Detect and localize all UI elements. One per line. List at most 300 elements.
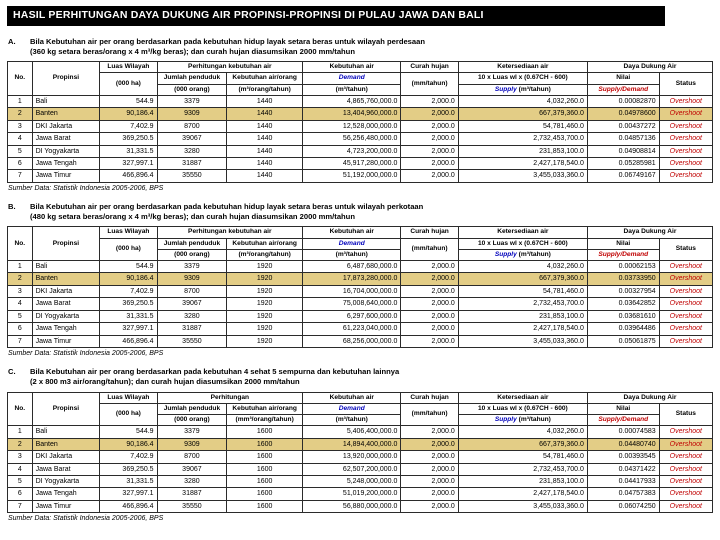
cell-luas: 90,186.4 xyxy=(100,108,157,120)
cell-penduduk: 31887 xyxy=(157,488,227,500)
cell-luas: 466,896.4 xyxy=(100,170,157,182)
table-row xyxy=(8,488,713,500)
cell-keb-per-orang: 1440 xyxy=(227,120,303,132)
supply-unit: (m³/tahun) xyxy=(518,85,551,93)
cell-keb-per-orang: 1920 xyxy=(227,273,303,285)
cell-nilai: 0.00393545 xyxy=(587,451,659,463)
section-a-desc-line1: Bila Kebutuhan air per orang berdasarkan pada kebutuhan hidup layak setara beras untuk wilayah perdesaan xyxy=(30,36,425,46)
table-b xyxy=(7,226,713,348)
col-header-jumlah-unit: (000 orang) xyxy=(157,415,227,426)
cell-luas: 7,402.9 xyxy=(100,451,157,463)
table-row xyxy=(8,170,713,182)
cell-keb-per-orang: 1440 xyxy=(227,170,303,182)
col-header-status: Status xyxy=(659,73,712,95)
cell-demand: 56,256,480,000.0 xyxy=(303,133,401,145)
cell-luas: 90,186.4 xyxy=(100,438,157,450)
col-header-kebutuhan-air: Kebutuhan air xyxy=(303,227,401,238)
cell-keb-per-orang: 1600 xyxy=(227,500,303,512)
cell-luas: 544.9 xyxy=(100,95,157,107)
cell-demand: 12,528,000,000.0 xyxy=(303,120,401,132)
cell-no: 4 xyxy=(8,298,33,310)
table-row xyxy=(8,108,713,120)
col-header-kebutuhan-air: Kebutuhan air xyxy=(303,62,401,73)
cell-propinsi: Jawa Timur xyxy=(32,500,100,512)
cell-demand: 5,406,400,000.0 xyxy=(303,426,401,438)
cell-demand: 16,704,000,000.0 xyxy=(303,285,401,297)
col-header-supply-demand: Supply/Demand xyxy=(587,415,659,426)
cell-nilai: 0.04757383 xyxy=(587,488,659,500)
cell-demand: 51,192,000,000.0 xyxy=(303,170,401,182)
section-b xyxy=(7,202,713,357)
cell-nilai: 0.04417933 xyxy=(587,476,659,488)
cell-demand: 4,865,760,000.0 xyxy=(303,95,401,107)
section-b-label: B. xyxy=(8,201,16,211)
col-header-propinsi: Propinsi xyxy=(32,62,100,96)
cell-nilai: 0.00327954 xyxy=(587,285,659,297)
cell-keb-per-orang: 1440 xyxy=(227,145,303,157)
col-header-perhitungan: Perhitungan kebutuhan air xyxy=(157,62,302,73)
cell-supply: 667,379,360.0 xyxy=(458,108,587,120)
cell-luas: 327,997.1 xyxy=(100,488,157,500)
page-title: HASIL PERHITUNGAN DAYA DUKUNG AIR PROPINSI-PROPINSI DI PULAU JAWA DAN BALI xyxy=(7,6,665,26)
cell-keb-per-orang: 1600 xyxy=(227,451,303,463)
cell-keb-per-orang: 1600 xyxy=(227,426,303,438)
cell-penduduk: 9309 xyxy=(157,438,227,450)
cell-demand: 13,404,960,000.0 xyxy=(303,108,401,120)
cell-nilai: 0.05285981 xyxy=(587,157,659,169)
cell-status: Overshoot xyxy=(659,335,712,347)
cell-status: Overshoot xyxy=(659,170,712,182)
supply-label: Supply xyxy=(494,85,517,93)
table-row xyxy=(8,451,713,463)
cell-demand: 6,297,600,000.0 xyxy=(303,310,401,322)
cell-penduduk: 9309 xyxy=(157,108,227,120)
col-header-ketersediaan: Ketersediaan air xyxy=(458,227,587,238)
cell-keb-per-orang: 1440 xyxy=(227,95,303,107)
table-row xyxy=(8,476,713,488)
cell-nilai: 0.04480740 xyxy=(587,438,659,450)
cell-status: Overshoot xyxy=(659,323,712,335)
col-header-curah-unit: (mm/tahun) xyxy=(401,238,458,260)
cell-nilai: 0.04857136 xyxy=(587,133,659,145)
source-note: Sumber Data: Statistik Indonesia 2005-2006, BPS xyxy=(8,515,164,523)
col-header-no: No. xyxy=(8,227,33,261)
cell-penduduk: 35550 xyxy=(157,500,227,512)
cell-luas: 31,331.5 xyxy=(100,310,157,322)
cell-status: Overshoot xyxy=(659,438,712,450)
cell-status: Overshoot xyxy=(659,310,712,322)
cell-luas: 466,896.4 xyxy=(100,335,157,347)
cell-curah: 2,000.0 xyxy=(401,145,458,157)
section-b-desc-line2: (480 kg setara beras/orang x 4 m³/kg beras); dan curah hujan diasumsikan 2000 mm/tahun xyxy=(30,212,355,222)
cell-supply: 2,732,453,700.0 xyxy=(458,133,587,145)
cell-nilai: 0.05061875 xyxy=(587,335,659,347)
cell-luas: 7,402.9 xyxy=(100,120,157,132)
cell-penduduk: 35550 xyxy=(157,335,227,347)
col-header-luas: Luas Wilayah xyxy=(100,62,157,73)
cell-no: 3 xyxy=(8,285,33,297)
cell-curah: 2,000.0 xyxy=(401,157,458,169)
cell-penduduk: 35550 xyxy=(157,170,227,182)
cell-luas: 369,250.5 xyxy=(100,133,157,145)
cell-keb-per-orang: 1920 xyxy=(227,298,303,310)
cell-supply: 231,853,100.0 xyxy=(458,476,587,488)
table-a xyxy=(7,61,713,183)
cell-curah: 2,000.0 xyxy=(401,476,458,488)
cell-demand: 6,487,680,000.0 xyxy=(303,261,401,273)
col-header-supply xyxy=(458,249,587,260)
col-header-supply-demand: Supply/Demand xyxy=(587,249,659,260)
col-header-ketersediaan: Ketersediaan air xyxy=(458,62,587,73)
cell-supply: 2,427,178,540.0 xyxy=(458,157,587,169)
cell-no: 7 xyxy=(8,335,33,347)
cell-demand: 13,920,000,000.0 xyxy=(303,451,401,463)
cell-propinsi: DI Yogyakarta xyxy=(32,476,100,488)
col-header-luas: Luas Wilayah xyxy=(100,392,157,403)
cell-demand: 56,880,000,000.0 xyxy=(303,500,401,512)
cell-propinsi: DKI Jakarta xyxy=(32,120,100,132)
col-header-keb-per-orang: Kebutuhan air/orang xyxy=(227,238,303,249)
cell-status: Overshoot xyxy=(659,157,712,169)
col-header-curah-hujan: Curah hujan xyxy=(401,392,458,403)
cell-propinsi: Bali xyxy=(32,95,100,107)
col-header-jumlah-unit: (000 orang) xyxy=(157,249,227,260)
cell-supply: 4,032,260.0 xyxy=(458,261,587,273)
col-header-keb-per-orang: Kebutuhan air/orang xyxy=(227,403,303,414)
cell-luas: 7,402.9 xyxy=(100,285,157,297)
cell-penduduk: 3280 xyxy=(157,476,227,488)
cell-no: 7 xyxy=(8,500,33,512)
col-header-keb-per-orang: Kebutuhan air/orang xyxy=(227,73,303,84)
cell-luas: 327,997.1 xyxy=(100,157,157,169)
cell-demand: 51,019,200,000.0 xyxy=(303,488,401,500)
cell-no: 6 xyxy=(8,157,33,169)
cell-supply: 4,032,260.0 xyxy=(458,426,587,438)
cell-curah: 2,000.0 xyxy=(401,426,458,438)
source-note: Sumber Data: Statistik Indonesia 2005-2006, BPS xyxy=(8,350,164,358)
cell-luas: 90,186.4 xyxy=(100,273,157,285)
cell-luas: 544.9 xyxy=(100,426,157,438)
cell-penduduk: 3379 xyxy=(157,261,227,273)
cell-curah: 2,000.0 xyxy=(401,451,458,463)
cell-curah: 2,000.0 xyxy=(401,298,458,310)
cell-nilai: 0.04978600 xyxy=(587,108,659,120)
col-header-supply-formula: 10 x Luas wl x (0.67CH - 600) xyxy=(458,403,587,414)
col-header-luas-unit: (000 ha) xyxy=(100,403,157,425)
cell-nilai: 0.00437272 xyxy=(587,120,659,132)
cell-no: 5 xyxy=(8,476,33,488)
cell-propinsi: Jawa Timur xyxy=(32,335,100,347)
col-header-demand: Demand xyxy=(303,403,401,414)
cell-no: 2 xyxy=(8,438,33,450)
cell-supply: 667,379,360.0 xyxy=(458,438,587,450)
col-header-nilai: Nilai xyxy=(587,238,659,249)
col-header-curah-hujan: Curah hujan xyxy=(401,227,458,238)
cell-curah: 2,000.0 xyxy=(401,108,458,120)
col-header-demand-unit: (m³/tahun) xyxy=(303,84,401,95)
col-header-status: Status xyxy=(659,238,712,260)
cell-status: Overshoot xyxy=(659,426,712,438)
cell-supply: 231,853,100.0 xyxy=(458,145,587,157)
cell-demand: 62,507,200,000.0 xyxy=(303,463,401,475)
col-header-nilai: Nilai xyxy=(587,73,659,84)
cell-penduduk: 31887 xyxy=(157,157,227,169)
col-header-nilai: Nilai xyxy=(587,403,659,414)
cell-keb-per-orang: 1920 xyxy=(227,323,303,335)
cell-no: 4 xyxy=(8,133,33,145)
cell-curah: 2,000.0 xyxy=(401,438,458,450)
col-header-jumlah-penduduk: Jumlah penduduk xyxy=(157,73,227,84)
cell-supply: 3,455,033,360.0 xyxy=(458,335,587,347)
cell-luas: 369,250.5 xyxy=(100,298,157,310)
cell-keb-per-orang: 1440 xyxy=(227,133,303,145)
table-row xyxy=(8,95,713,107)
cell-curah: 2,000.0 xyxy=(401,463,458,475)
cell-curah: 2,000.0 xyxy=(401,500,458,512)
col-header-jumlah-unit: (000 orang) xyxy=(157,84,227,95)
section-c-description xyxy=(8,367,713,388)
section-c-desc-line2: (2 x 800 m3 air/orang/tahun); dan curah hujan diasumsikan 2000 mm/tahun xyxy=(30,377,300,387)
cell-supply: 2,427,178,540.0 xyxy=(458,488,587,500)
cell-no: 5 xyxy=(8,310,33,322)
cell-status: Overshoot xyxy=(659,451,712,463)
cell-penduduk: 39067 xyxy=(157,298,227,310)
cell-curah: 2,000.0 xyxy=(401,323,458,335)
cell-supply: 54,781,460.0 xyxy=(458,120,587,132)
cell-status: Overshoot xyxy=(659,120,712,132)
cell-curah: 2,000.0 xyxy=(401,170,458,182)
table-row xyxy=(8,261,713,273)
cell-no: 1 xyxy=(8,261,33,273)
cell-curah: 2,000.0 xyxy=(401,488,458,500)
cell-no: 2 xyxy=(8,273,33,285)
cell-keb-per-orang: 1600 xyxy=(227,476,303,488)
cell-penduduk: 3280 xyxy=(157,310,227,322)
cell-propinsi: Jawa Barat xyxy=(32,298,100,310)
cell-no: 1 xyxy=(8,95,33,107)
table-c xyxy=(7,392,713,514)
supply-label: Supply xyxy=(494,416,517,424)
col-header-status: Status xyxy=(659,403,712,425)
cell-luas: 31,331.5 xyxy=(100,476,157,488)
table-row xyxy=(8,438,713,450)
col-header-supply-formula: 10 x Luas wl x (0.67CH - 600) xyxy=(458,238,587,249)
col-header-propinsi: Propinsi xyxy=(32,227,100,261)
cell-demand: 68,256,000,000.0 xyxy=(303,335,401,347)
col-header-demand-unit: (m³/tahun) xyxy=(303,415,401,426)
cell-penduduk: 39067 xyxy=(157,463,227,475)
cell-luas: 327,997.1 xyxy=(100,323,157,335)
cell-penduduk: 31887 xyxy=(157,323,227,335)
cell-supply: 2,732,453,700.0 xyxy=(458,298,587,310)
cell-demand: 4,723,200,000.0 xyxy=(303,145,401,157)
cell-supply: 4,032,260.0 xyxy=(458,95,587,107)
cell-penduduk: 3379 xyxy=(157,426,227,438)
cell-curah: 2,000.0 xyxy=(401,310,458,322)
cell-no: 3 xyxy=(8,451,33,463)
cell-demand: 17,873,280,000.0 xyxy=(303,273,401,285)
cell-status: Overshoot xyxy=(659,273,712,285)
cell-demand: 75,008,640,000.0 xyxy=(303,298,401,310)
cell-status: Overshoot xyxy=(659,261,712,273)
col-header-curah-hujan: Curah hujan xyxy=(401,62,458,73)
col-header-keb-per-orang-unit: (m³/orang/tahun) xyxy=(227,84,303,95)
cell-nilai: 0.04371422 xyxy=(587,463,659,475)
cell-supply: 3,455,033,360.0 xyxy=(458,170,587,182)
cell-status: Overshoot xyxy=(659,476,712,488)
table-row xyxy=(8,463,713,475)
cell-propinsi: Jawa Barat xyxy=(32,463,100,475)
cell-keb-per-orang: 1920 xyxy=(227,335,303,347)
table-row xyxy=(8,335,713,347)
col-header-daya-dukung: Daya Dukung Air xyxy=(587,392,712,403)
cell-nilai: 0.06074250 xyxy=(587,500,659,512)
cell-propinsi: Jawa Tengah xyxy=(32,157,100,169)
section-c-label: C. xyxy=(8,367,16,377)
cell-propinsi: DKI Jakarta xyxy=(32,285,100,297)
table-row xyxy=(8,426,713,438)
cell-demand: 14,894,400,000.0 xyxy=(303,438,401,450)
cell-status: Overshoot xyxy=(659,285,712,297)
cell-penduduk: 3280 xyxy=(157,145,227,157)
cell-no: 2 xyxy=(8,108,33,120)
cell-keb-per-orang: 1600 xyxy=(227,438,303,450)
cell-propinsi: Bali xyxy=(32,426,100,438)
cell-propinsi: Banten xyxy=(32,438,100,450)
cell-luas: 31,331.5 xyxy=(100,145,157,157)
cell-no: 5 xyxy=(8,145,33,157)
cell-keb-per-orang: 1920 xyxy=(227,285,303,297)
cell-propinsi: Jawa Tengah xyxy=(32,323,100,335)
cell-no: 6 xyxy=(8,323,33,335)
cell-propinsi: Jawa Timur xyxy=(32,170,100,182)
cell-nilai: 0.00062153 xyxy=(587,261,659,273)
table-row xyxy=(8,273,713,285)
table-row xyxy=(8,323,713,335)
col-header-keb-per-orang-unit: (m³/orang/tahun) xyxy=(227,249,303,260)
col-header-ketersediaan: Ketersediaan air xyxy=(458,392,587,403)
section-a-description xyxy=(8,37,713,58)
source-note: Sumber Data: Statistik Indonesia 2005-2006, BPS xyxy=(8,184,164,192)
col-header-demand: Demand xyxy=(303,238,401,249)
cell-propinsi: Bali xyxy=(32,261,100,273)
cell-propinsi: DKI Jakarta xyxy=(32,451,100,463)
col-header-no: No. xyxy=(8,62,33,96)
cell-status: Overshoot xyxy=(659,145,712,157)
section-c-desc-line1: Bila Kebutuhan air per orang berdasarkan pada kebutuhan 4 sehat 5 sempurna dan kebutuhan lainnya xyxy=(30,367,400,377)
cell-demand: 61,223,040,000.0 xyxy=(303,323,401,335)
cell-supply: 2,427,178,540.0 xyxy=(458,323,587,335)
col-header-perhitungan: Perhitungan kebutuhan air xyxy=(157,227,302,238)
cell-penduduk: 9309 xyxy=(157,273,227,285)
cell-supply: 2,732,453,700.0 xyxy=(458,463,587,475)
section-b-desc-line1: Bila Kebutuhan air per orang berdasarkan pada kebutuhan hidup layak setara beras untuk wilayah perkotaan xyxy=(30,201,424,211)
cell-supply: 54,781,460.0 xyxy=(458,285,587,297)
cell-luas: 369,250.5 xyxy=(100,463,157,475)
cell-propinsi: Jawa Tengah xyxy=(32,488,100,500)
col-header-supply-formula: 10 x Luas wl x (0.67CH - 600) xyxy=(458,73,587,84)
col-header-supply xyxy=(458,415,587,426)
table-row xyxy=(8,145,713,157)
cell-no: 6 xyxy=(8,488,33,500)
cell-penduduk: 8700 xyxy=(157,285,227,297)
cell-demand: 45,917,280,000.0 xyxy=(303,157,401,169)
cell-status: Overshoot xyxy=(659,95,712,107)
col-header-curah-unit: (mm/tahun) xyxy=(401,403,458,425)
cell-curah: 2,000.0 xyxy=(401,335,458,347)
cell-nilai: 0.00074583 xyxy=(587,426,659,438)
col-header-curah-unit: (mm/tahun) xyxy=(401,73,458,95)
cell-luas: 544.9 xyxy=(100,261,157,273)
cell-propinsi: DI Yogyakarta xyxy=(32,145,100,157)
table-row xyxy=(8,133,713,145)
cell-penduduk: 3379 xyxy=(157,95,227,107)
cell-no: 4 xyxy=(8,463,33,475)
col-header-luas: Luas Wilayah xyxy=(100,227,157,238)
col-header-daya-dukung: Daya Dukung Air xyxy=(587,227,712,238)
cell-no: 1 xyxy=(8,426,33,438)
col-header-luas-unit: (000 ha) xyxy=(100,238,157,260)
col-header-jumlah-penduduk: Jumlah penduduk xyxy=(157,238,227,249)
cell-keb-per-orang: 1600 xyxy=(227,488,303,500)
section-c xyxy=(7,367,713,522)
col-header-no: No. xyxy=(8,392,33,426)
cell-supply: 54,781,460.0 xyxy=(458,451,587,463)
table-row xyxy=(8,285,713,297)
cell-no: 3 xyxy=(8,120,33,132)
cell-propinsi: DI Yogyakarta xyxy=(32,310,100,322)
table-row xyxy=(8,310,713,322)
col-header-jumlah-penduduk: Jumlah penduduk xyxy=(157,403,227,414)
cell-status: Overshoot xyxy=(659,463,712,475)
col-header-luas-unit: (000 ha) xyxy=(100,73,157,95)
cell-demand: 5,248,000,000.0 xyxy=(303,476,401,488)
cell-propinsi: Banten xyxy=(32,108,100,120)
section-a-desc-line2: (360 kg setara beras/orang x 4 m³/kg beras); dan curah hujan diasumsikan 2000 mm/tahun xyxy=(30,46,355,56)
col-header-supply xyxy=(458,84,587,95)
cell-status: Overshoot xyxy=(659,500,712,512)
cell-keb-per-orang: 1440 xyxy=(227,108,303,120)
cell-supply: 3,455,033,360.0 xyxy=(458,500,587,512)
cell-luas: 466,896.4 xyxy=(100,500,157,512)
cell-nilai: 0.03964486 xyxy=(587,323,659,335)
cell-penduduk: 39067 xyxy=(157,133,227,145)
cell-curah: 2,000.0 xyxy=(401,95,458,107)
cell-penduduk: 8700 xyxy=(157,120,227,132)
cell-keb-per-orang: 1440 xyxy=(227,157,303,169)
table-row xyxy=(8,157,713,169)
table-row xyxy=(8,298,713,310)
table-row xyxy=(8,500,713,512)
cell-no: 7 xyxy=(8,170,33,182)
cell-nilai: 0.03642852 xyxy=(587,298,659,310)
section-a-label: A. xyxy=(8,36,16,46)
cell-nilai: 0.04908814 xyxy=(587,145,659,157)
cell-status: Overshoot xyxy=(659,133,712,145)
supply-unit: (m³/tahun) xyxy=(518,250,551,258)
cell-nilai: 0.03733950 xyxy=(587,273,659,285)
col-header-daya-dukung: Daya Dukung Air xyxy=(587,62,712,73)
cell-nilai: 0.00082870 xyxy=(587,95,659,107)
cell-nilai: 0.03681610 xyxy=(587,310,659,322)
col-header-perhitungan: Perhitungan xyxy=(157,392,302,403)
cell-propinsi: Jawa Barat xyxy=(32,133,100,145)
section-b-description xyxy=(8,202,713,223)
cell-curah: 2,000.0 xyxy=(401,285,458,297)
supply-label: Supply xyxy=(494,250,517,258)
cell-propinsi: Banten xyxy=(32,273,100,285)
cell-status: Overshoot xyxy=(659,108,712,120)
